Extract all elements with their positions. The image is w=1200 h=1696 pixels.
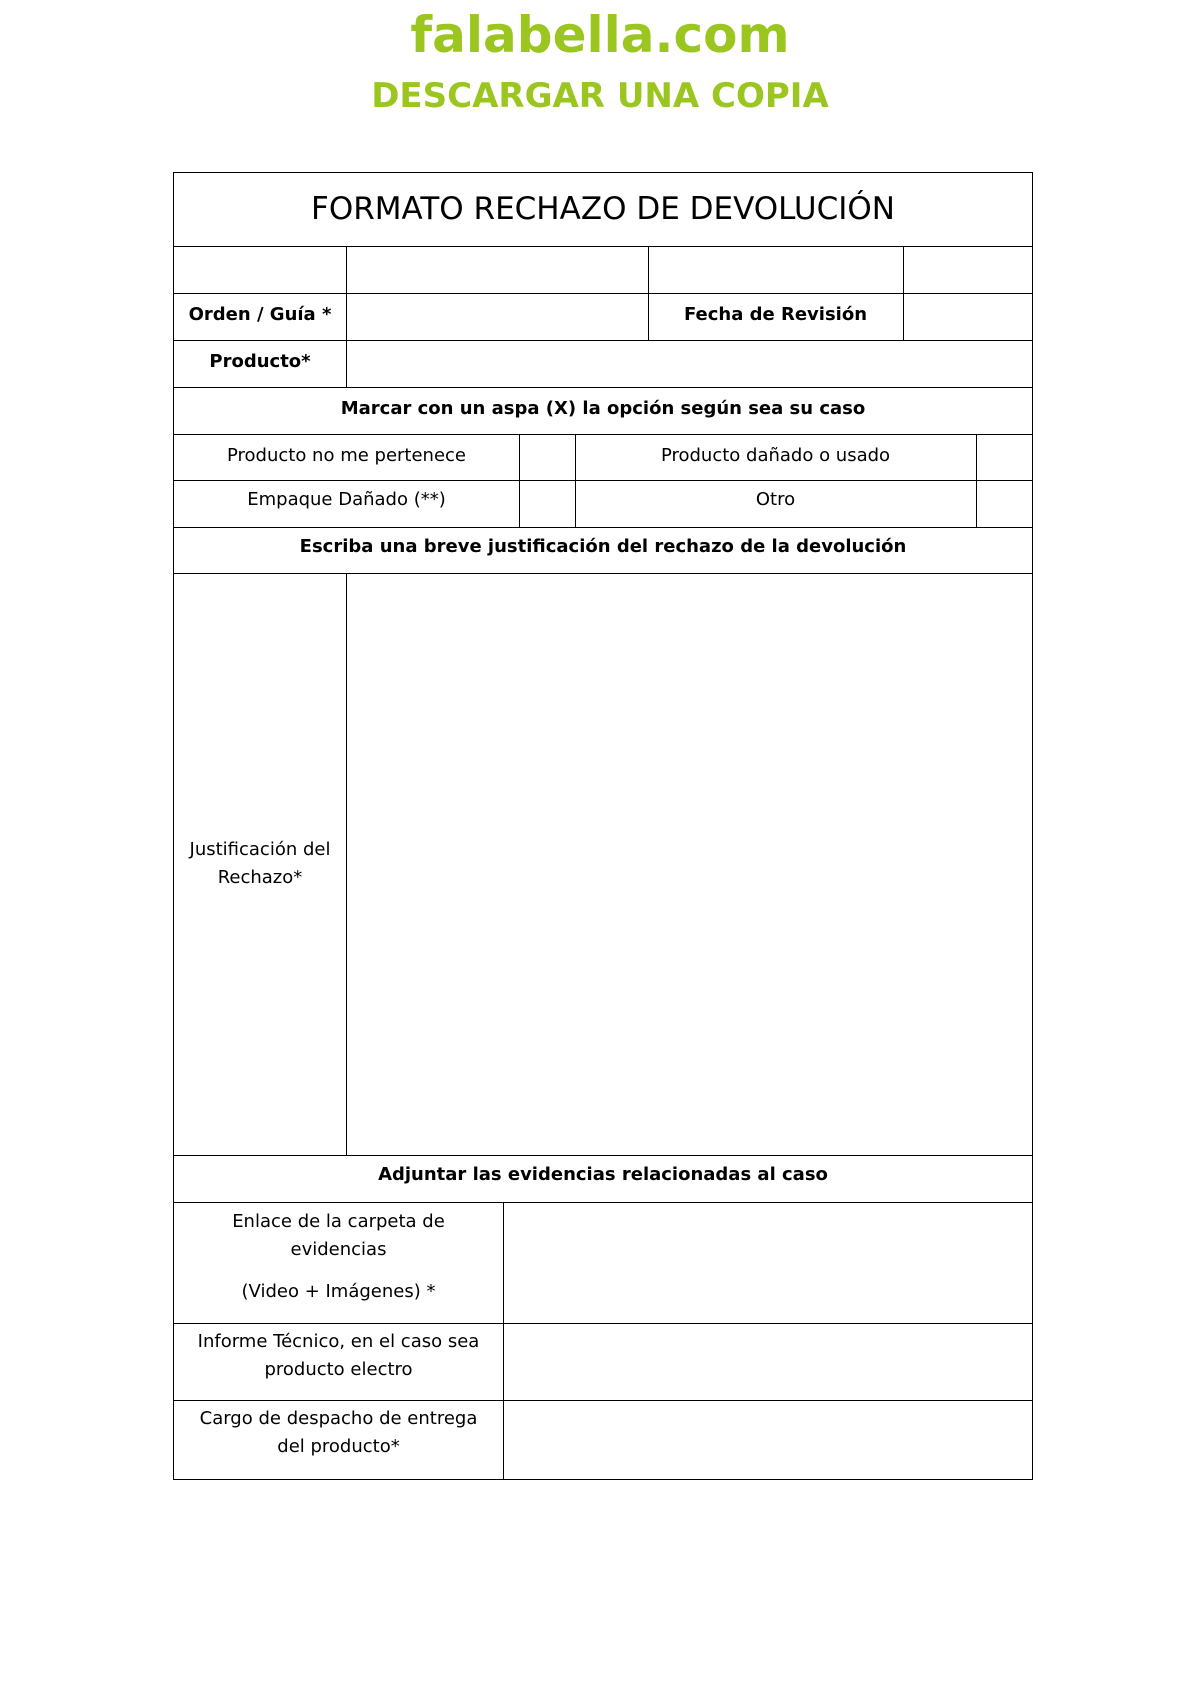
option-damaged-packaging-checkbox[interactable] <box>519 480 575 527</box>
review-date-label: Fecha de Revisión <box>683 304 868 325</box>
mark-instruction: Marcar con un aspa (X) la opción según sea su caso <box>340 398 866 419</box>
review-date-input[interactable] <box>903 293 1032 340</box>
dispatch-line-2: del producto* <box>277 1435 400 1457</box>
justification-textarea[interactable] <box>346 573 1032 1155</box>
option-damaged-packaging-label: Empaque Dañado (**) <box>247 489 446 510</box>
dispatch-line-1: Cargo de despacho de entrega <box>199 1408 478 1429</box>
option-not-mine-label: Producto no me pertenece <box>226 445 467 466</box>
dispatch-charge-input[interactable] <box>503 1400 1032 1480</box>
justification-label-line-2: Rechazo* <box>217 867 303 888</box>
rejection-form-table <box>173 172 1033 1480</box>
falabella-logo: falabella.com <box>410 6 790 64</box>
blank-field-1[interactable] <box>346 246 648 293</box>
evidence-folder-line-3: (Video + Imágenes) * <box>241 1280 436 1302</box>
product-input[interactable] <box>346 340 1032 387</box>
option-not-mine-checkbox[interactable] <box>519 434 575 480</box>
evidence-instruction: Adjuntar las evidencias relacionadas al caso <box>378 1164 828 1185</box>
technical-report-label <box>174 1323 503 1400</box>
order-guide-input[interactable] <box>346 293 648 340</box>
dispatch-charge-label <box>174 1400 503 1480</box>
technical-report-line-1: Informe Técnico, en el caso sea <box>197 1331 480 1352</box>
option-damaged-used-checkbox[interactable] <box>976 434 1032 480</box>
evidence-folder-line-2: evidencias <box>290 1238 387 1260</box>
evidence-folder-label <box>174 1202 503 1323</box>
justification-instruction: Escriba una breve justificación del rechazo de la devolución <box>299 536 907 557</box>
product-label: Producto* <box>209 351 311 372</box>
option-damaged-used-label: Producto dañado o usado <box>660 445 891 466</box>
download-copy-link[interactable]: DESCARGAR UNA COPIA <box>371 76 829 116</box>
justification-label-line-1: Justificación del <box>189 839 331 861</box>
blank-field-2[interactable] <box>903 246 1032 293</box>
option-other-checkbox[interactable] <box>976 480 1032 527</box>
technical-report-input[interactable] <box>503 1323 1032 1400</box>
evidence-folder-line-1: Enlace de la carpeta de <box>232 1211 445 1232</box>
option-other-label: Otro <box>755 489 796 510</box>
technical-report-line-2: producto electro <box>264 1358 413 1380</box>
order-guide-label: Orden / Guía * <box>188 304 332 325</box>
justification-label <box>174 573 346 1155</box>
form-title: FORMATO RECHAZO DE DEVOLUCIÓN <box>311 191 895 228</box>
evidence-folder-input[interactable] <box>503 1202 1032 1323</box>
